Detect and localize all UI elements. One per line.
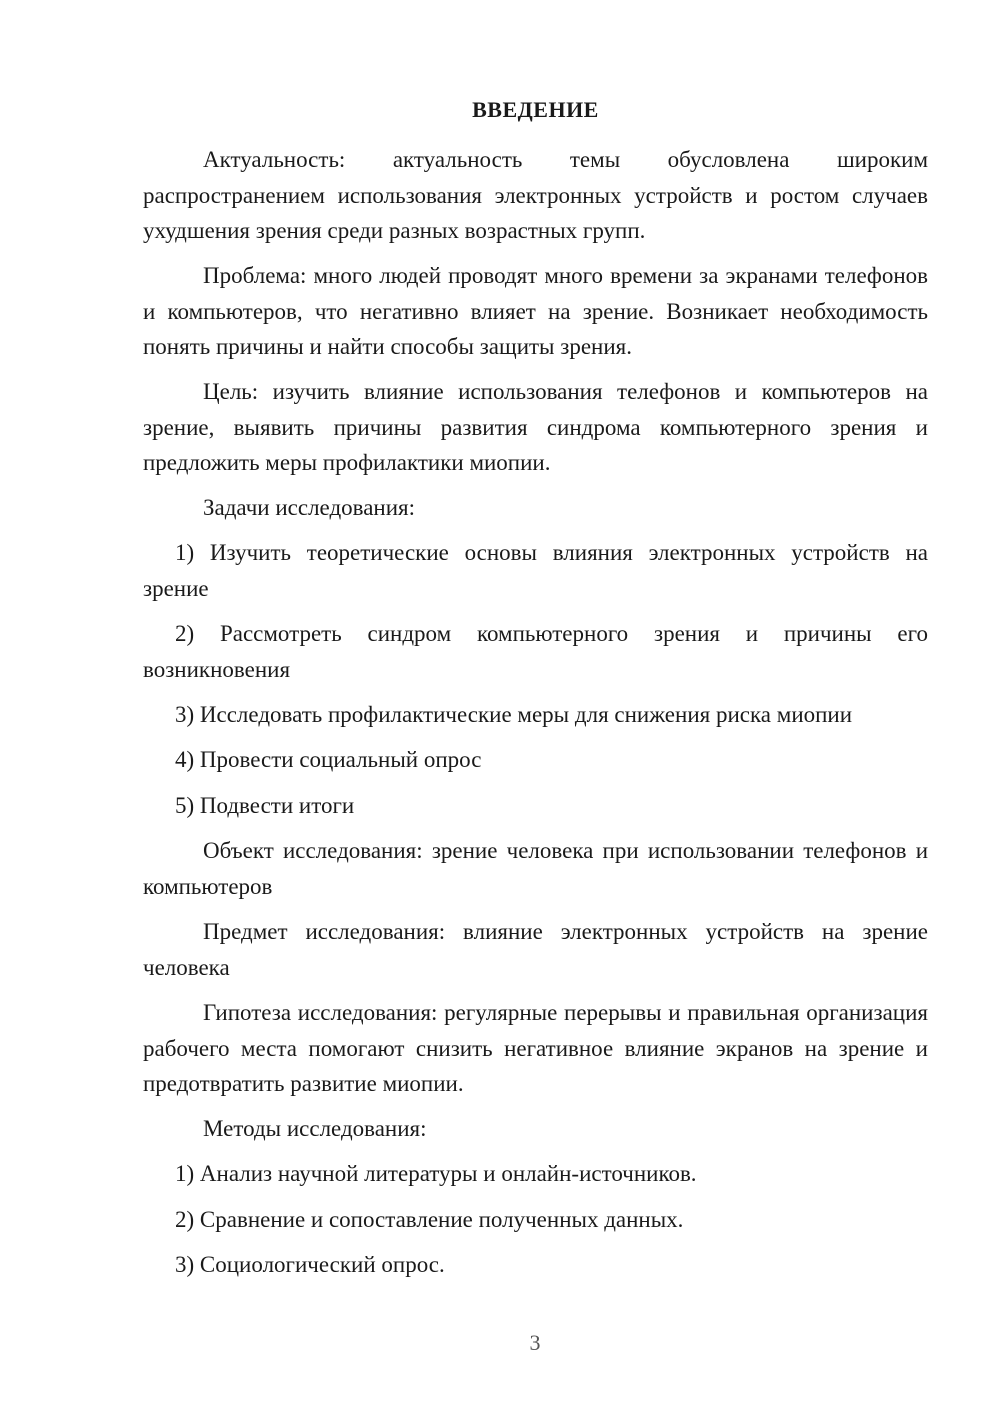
goal-text: Цель: изучить влияние использования телефонов и компьютеров на зрение, выявить причины развития синдрома компьютерного зрения и предложить меры профилактики миопии. <box>143 379 928 475</box>
list-item: 3) Исследовать профилактические меры для снижения риска миопии <box>175 702 853 727</box>
list-item: 1) Изучить теоретические основы влияния электронных устройств на зрение <box>143 540 928 601</box>
task-item-3 <box>143 697 928 733</box>
problem-paragraph <box>143 258 928 365</box>
subject-paragraph <box>143 914 928 985</box>
list-item: 2) Сравнение и сопоставление полученных данных. <box>175 1207 684 1232</box>
list-item: 5) Подвести итоги <box>175 793 355 818</box>
page-number: 3 <box>529 1330 541 1355</box>
tasks-title-paragraph <box>143 490 928 526</box>
tasks-title: Задачи исследования: <box>203 495 416 520</box>
hypothesis-text: Гипотеза исследования: регулярные перерывы и правильная организация рабочего места помогают снизить негативное влияние экранов на зрение и предотвратить развитие миопии. <box>143 1000 928 1096</box>
subject-text: Предмет исследования: влияние электронных устройств на зрение человека <box>143 919 928 980</box>
task-item-4 <box>143 742 928 778</box>
task-item-2 <box>143 616 928 687</box>
methods-title-paragraph <box>143 1111 928 1147</box>
page-heading: ВВЕДЕНИЕ <box>472 97 599 122</box>
task-item-1 <box>143 535 928 606</box>
task-item-5 <box>143 788 928 824</box>
method-item-2 <box>143 1202 928 1238</box>
list-item: 2) Рассмотреть синдром компьютерного зрения и причины его возникновения <box>143 621 928 682</box>
list-item: 3) Социологический опрос. <box>175 1252 445 1277</box>
object-paragraph <box>143 833 928 904</box>
hypothesis-paragraph <box>143 995 928 1102</box>
methods-title: Методы исследования: <box>203 1116 427 1141</box>
relevance-paragraph <box>143 142 928 249</box>
goal-paragraph <box>143 374 928 481</box>
list-item: 1) Анализ научной литературы и онлайн-источников. <box>175 1161 697 1186</box>
method-item-1 <box>143 1156 928 1192</box>
object-text: Объект исследования: зрение человека при использовании телефонов и компьютеров <box>143 838 928 899</box>
problem-text: Проблема: много людей проводят много времени за экранами телефонов и компьютеров, что негативно влияет на зрение. Возникает необходимость понять причины и найти способы защиты зрения. <box>143 263 928 359</box>
relevance-text: Актуальность: актуальность темы обусловлена широким распространением использования электронных устройств и ростом случаев ухудшения зрения среди разных возрастных групп. <box>143 147 928 243</box>
list-item: 4) Провести социальный опрос <box>175 747 482 772</box>
method-item-3 <box>143 1247 928 1283</box>
